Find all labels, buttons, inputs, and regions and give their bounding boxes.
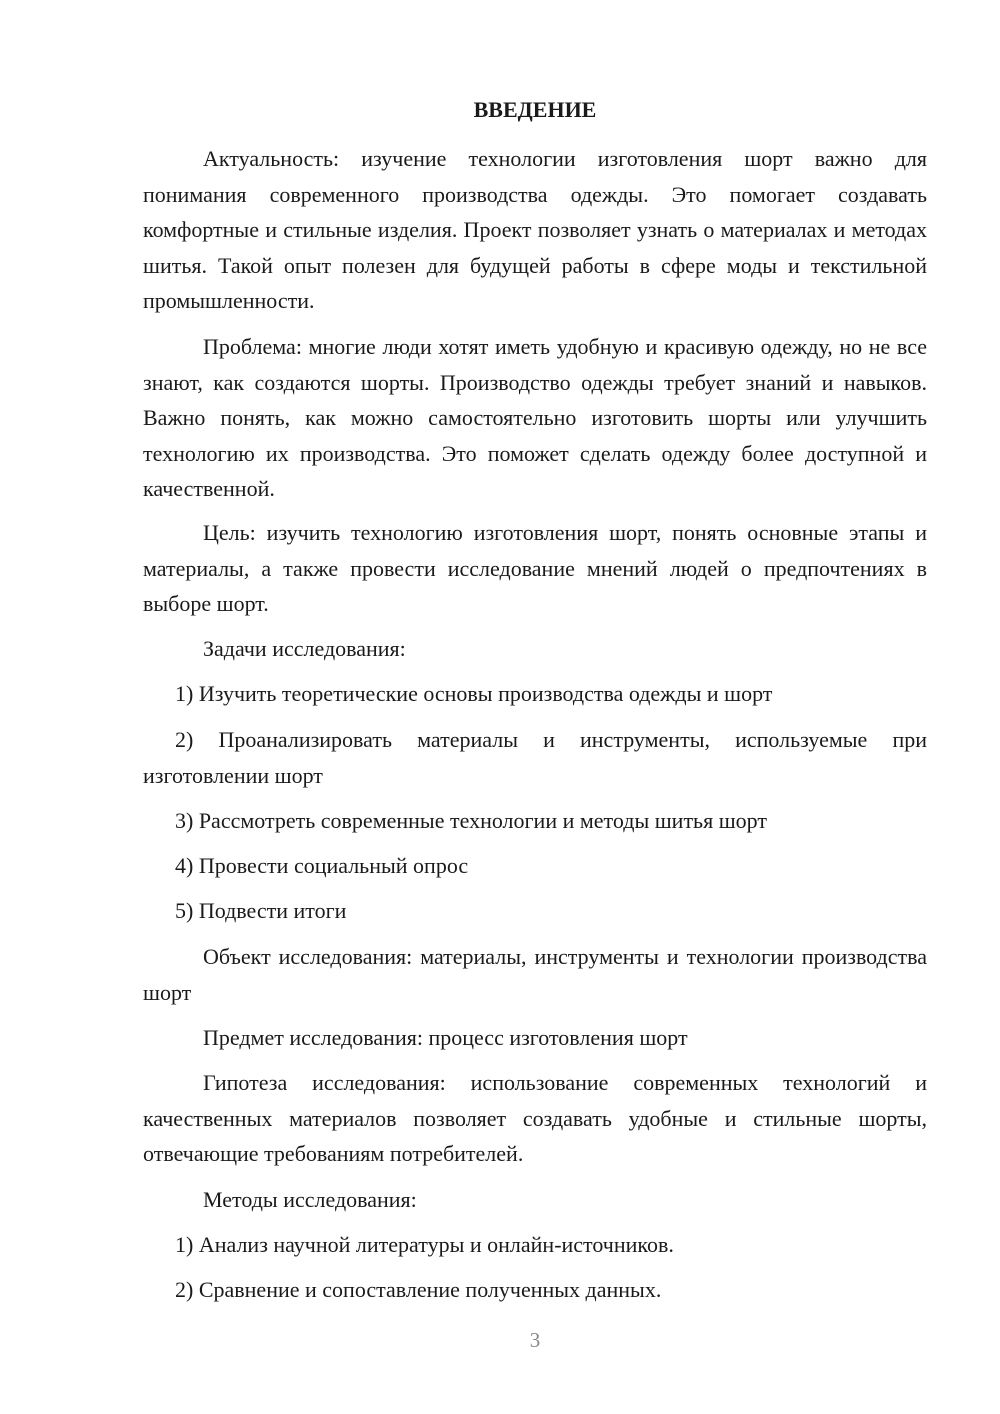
task-item-4: 4) Провести социальный опрос (175, 853, 469, 878)
object-paragraph: Объект исследования: материалы, инструменты и технологии производства шорт (143, 944, 927, 1005)
methods-label: Методы исследования: (203, 1187, 417, 1212)
method-item-2: 2) Сравнение и сопоставление полученных данных. (175, 1277, 662, 1302)
page-title: ВВЕДЕНИЕ (473, 97, 597, 122)
relevance-paragraph: Актуальность: изучение технологии изготовления шорт важно для понимания современного производства одежды. Это помогает создавать комфортные и стильные изделия. Проект позволяет узнать о материалах и методах шитья. Такой опыт полезен для будущей работы в сфере моды и текстильной промышленности. (143, 146, 927, 313)
task-item-5: 5) Подвести итоги (175, 898, 347, 923)
method-item-1: 1) Анализ научной литературы и онлайн-источников. (175, 1232, 674, 1257)
task-item-2: 2) Проанализировать материалы и инструменты, используемые при изготовлении шорт (143, 727, 927, 788)
tasks-label: Задачи исследования: (203, 636, 406, 661)
goal-paragraph: Цель: изучить технологию изготовления шорт, понять основные этапы и материалы, а также провести исследование мнений людей о предпочтениях в выборе шорт. (143, 520, 927, 616)
hypothesis-paragraph: Гипотеза исследования: использование современных технологий и качественных материалов позволяет создавать удобные и стильные шорты, отвечающие требованиям потребителей. (143, 1070, 927, 1166)
subject-paragraph: Предмет исследования: процесс изготовления шорт (203, 1025, 688, 1050)
problem-paragraph: Проблема: многие люди хотят иметь удобную и красивую одежду, но не все знают, как создаются шорты. Производство одежды требует знаний и навыков. Важно понять, как можно самостоятельно изготовить шорты или улучшить технологию их производства. Это поможет сделать одежду более доступной и качественной. (143, 334, 927, 501)
task-item-3: 3) Рассмотреть современные технологии и методы шитья шорт (175, 808, 767, 833)
task-item-1: 1) Изучить теоретические основы производства одежды и шорт (175, 681, 773, 706)
page-number: 3 (529, 1328, 541, 1352)
